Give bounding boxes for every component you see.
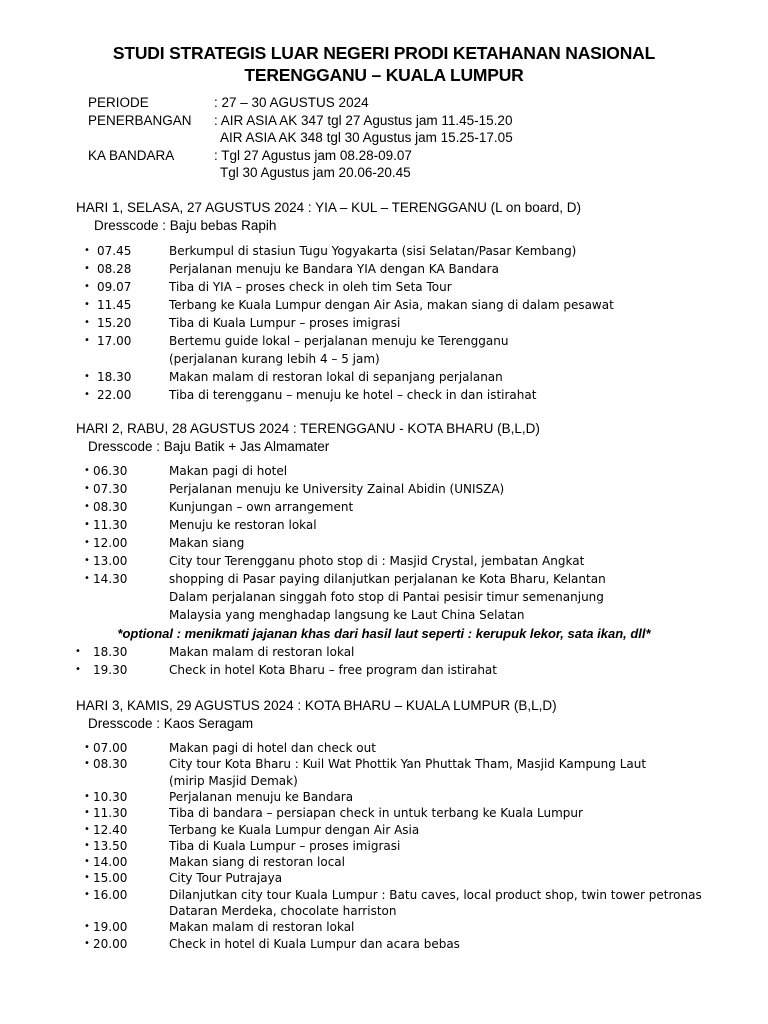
schedule-description: Makan malam di restoran lokal (169, 920, 355, 935)
title-line-1: STUDI STRATEGIS LUAR NEGERI PRODI KETAHANAN NASIONAL (112, 43, 656, 63)
schedule-description: shopping di Pasar paying dilanjutkan perjalanan ke Kota Bharu, Kelantan (169, 572, 606, 586)
schedule-time: 15.20 (97, 316, 132, 330)
schedule-description: Tiba di bandara – persiapan check in untuk terbang ke Kuala Lumpur (169, 806, 583, 821)
schedule-time: 07.30 (93, 482, 128, 496)
periode-value: : 27 – 30 AGUSTUS 2024 (214, 95, 369, 110)
schedule-item (0, 260, 768, 278)
schedule-time: 12.40 (93, 822, 128, 837)
schedule-item (0, 869, 768, 885)
document-title (0, 42, 768, 86)
schedule-item (0, 935, 768, 951)
schedule-description: Perjalanan menuju ke University Zainal Abidin (UNISZA) (169, 482, 505, 496)
day3-dresscode: Dresscode : Kaos Seragam (88, 716, 254, 731)
schedule-description: Terbang ke Kuala Lumpur dengan Air Asia (169, 822, 420, 837)
schedule-time: 09.07 (97, 280, 132, 294)
schedule-time: 07.00 (93, 741, 128, 755)
schedule-item (0, 278, 768, 296)
schedule-time: 10.30 (93, 789, 128, 804)
schedule-item (0, 332, 768, 368)
schedule-description: Kunjungan – own arrangement (169, 500, 354, 514)
schedule-time: 08.28 (97, 262, 132, 276)
bullet-icon: • (84, 519, 90, 530)
day3-heading: HARI 3, KAMIS, 29 AGUSTUS 2024 : KOTA BHARU – KUALA LUMPUR (B,L,D) (76, 698, 557, 713)
schedule-item (0, 821, 768, 837)
bullet-icon: • (84, 937, 90, 949)
schedule-description: City tour Terengganu photo stop di : Masjid Crystal, jembatan Angkat (169, 554, 585, 568)
schedule-description: Dataran Merdeka, chocolate harriston (169, 903, 397, 918)
schedule-time: 11.30 (93, 806, 128, 821)
schedule-description: Dalam perjalanan singgah foto stop di Pantai pesisir timur semenanjung (169, 590, 604, 604)
schedule-item (0, 516, 768, 534)
day2-heading: HARI 2, RABU, 28 AGUSTUS 2024 : TERENGGANU - KOTA BHARU (B,L,D) (76, 421, 540, 436)
schedule-time: 14.00 (93, 855, 128, 870)
bullet-icon: • (84, 263, 90, 274)
bullet-icon: • (84, 823, 90, 835)
day1-heading: HARI 1, SELASA, 27 AGUSTUS 2024 : YIA – KUL – TERENGGANU (L on board, D) (76, 200, 581, 215)
bullet-icon: • (84, 501, 90, 512)
schedule-item (0, 498, 768, 516)
penerbangan-value-2: AIR ASIA AK 348 tgl 30 Agustus jam 15.25-17.05 (220, 130, 513, 145)
bullet-icon: • (84, 555, 90, 566)
schedule-description: Makan siang di restoran local (169, 855, 345, 870)
schedule-time: 11.30 (93, 518, 128, 532)
schedule-item (0, 886, 768, 919)
schedule-time: 08.30 (93, 500, 128, 514)
schedule-description: Makan siang (169, 536, 245, 550)
schedule-time: 20.00 (93, 936, 128, 951)
schedule-item (0, 755, 768, 788)
bullet-icon: • (84, 299, 90, 310)
schedule-description: (mirip Masjid Demak) (169, 773, 298, 788)
bullet-icon: • (84, 537, 90, 548)
schedule-time: 13.50 (93, 838, 128, 853)
schedule-description: Makan pagi di hotel (169, 464, 288, 478)
bullet-icon: • (84, 371, 90, 382)
penerbangan-value-1: : AIR ASIA AK 347 tgl 27 Agustus jam 11.45-15.20 (214, 112, 513, 128)
schedule-description: (perjalanan kurang lebih 4 – 5 jam) (169, 352, 380, 366)
optional-note: *optional : menikmati jajanan khas dari hasil laut seperti : kerupuk lekor, sata ikan, dll* (117, 626, 651, 641)
schedule-item (0, 368, 768, 386)
bullet-icon: • (75, 664, 81, 675)
day1-dresscode: Dresscode : Baju bebas Rapih (94, 218, 277, 233)
bullet-icon: • (84, 888, 90, 900)
bullet-icon: • (84, 573, 90, 584)
bandara-label: KA BANDARA (88, 147, 175, 163)
bullet-icon: • (84, 872, 90, 884)
bullet-icon: • (84, 856, 90, 868)
schedule-time: 16.00 (93, 887, 128, 902)
schedule-description: Makan malam di restoran lokal (169, 645, 355, 659)
schedule-item (0, 853, 768, 869)
schedule-item (0, 739, 768, 755)
penerbangan-label: PENERBANGAN (88, 112, 192, 128)
schedule-time: 17.00 (97, 334, 132, 348)
schedule-time: 14.30 (93, 572, 128, 586)
bullet-icon: • (84, 245, 90, 256)
schedule-description: Makan pagi di hotel dan check out (169, 741, 376, 755)
schedule-item (0, 386, 768, 404)
schedule-item (0, 788, 768, 804)
bullet-icon: • (84, 758, 90, 770)
schedule-item (0, 552, 768, 570)
bullet-icon: • (84, 807, 90, 819)
schedule-item (0, 242, 768, 260)
schedule-description: Tiba di Kuala Lumpur – proses imigrasi (169, 838, 401, 853)
schedule-description: City tour Kota Bharu : Kuil Wat Phottik Yan Phuttak Tham, Masjid Kampung Laut (169, 757, 647, 772)
schedule-item (0, 643, 768, 661)
schedule-description: Bertemu guide lokal – perjalanan menuju ke Terengganu (169, 334, 509, 348)
schedule-time: 08.30 (93, 757, 128, 772)
schedule-description: Tiba di YIA – proses check in oleh tim Seta Tour (169, 280, 452, 294)
schedule-time: 06.30 (93, 464, 128, 478)
bullet-icon: • (84, 465, 90, 476)
bullet-icon: • (84, 389, 90, 400)
schedule-time: 12.00 (93, 536, 128, 550)
schedule-item (0, 296, 768, 314)
bandara-value-2: Tgl 30 Agustus jam 20.06-20.45 (220, 165, 411, 180)
bullet-icon: • (84, 317, 90, 328)
bullet-icon: • (84, 742, 90, 753)
schedule-time: 15.00 (93, 871, 128, 886)
bandara-value-1: : Tgl 27 Agustus jam 08.28-09.07 (214, 147, 412, 163)
schedule-time: 07.45 (97, 244, 132, 258)
schedule-time: 22.00 (97, 388, 132, 402)
schedule-time: 11.45 (97, 298, 132, 312)
schedule-description: Perjalanan menuju ke Bandara YIA dengan KA Bandara (169, 262, 499, 276)
bullet-icon: • (84, 790, 90, 802)
schedule-description: Tiba di Kuala Lumpur – proses imigrasi (169, 316, 401, 330)
bullet-icon: • (84, 281, 90, 292)
schedule-description: Check in hotel Kota Bharu – free program dan istirahat (169, 663, 497, 677)
day2-dresscode: Dresscode : Baju Batik + Jas Almamater (88, 439, 330, 454)
bullet-icon: • (84, 483, 90, 494)
schedule-description: Makan malam di restoran lokal di sepanjang perjalanan (169, 370, 503, 384)
schedule-time: 18.30 (93, 645, 128, 659)
schedule-description: Terbang ke Kuala Lumpur dengan Air Asia, makan siang di dalam pesawat (169, 298, 614, 312)
schedule-item (0, 918, 768, 934)
schedule-time: 19.00 (93, 920, 128, 935)
schedule-time: 18.30 (97, 370, 132, 384)
schedule-item (0, 661, 768, 679)
schedule-description: Tiba di terengganu – menuju ke hotel – check in dan istirahat (169, 388, 537, 402)
schedule-description: Check in hotel di Kuala Lumpur dan acara bebas (169, 936, 460, 951)
schedule-description: Perjalanan menuju ke Bandara (169, 789, 354, 804)
schedule-item (0, 804, 768, 820)
schedule-description: Menuju ke restoran lokal (169, 518, 317, 532)
trip-info (88, 94, 513, 182)
schedule-item (0, 480, 768, 498)
bullet-icon: • (75, 646, 81, 657)
schedule-description: Dilanjutkan city tour Kuala Lumpur : Batu caves, local product shop, twin tower petronas (169, 887, 702, 902)
schedule-item (0, 462, 768, 480)
schedule-item (0, 570, 768, 624)
schedule-item (0, 837, 768, 853)
schedule-description: Berkumpul di stasiun Tugu Yogyakarta (sisi Selatan/Pasar Kembang) (169, 244, 577, 258)
bullet-icon: • (84, 921, 90, 933)
schedule-item (0, 534, 768, 552)
periode-label: PERIODE (88, 95, 149, 110)
schedule-time: 19.30 (93, 663, 128, 677)
schedule-time: 13.00 (93, 554, 128, 568)
schedule-description: City Tour Putrajaya (169, 871, 283, 886)
title-line-2: TERENGGANU – KUALA LUMPUR (244, 65, 524, 85)
bullet-icon: • (84, 839, 90, 851)
schedule-item (0, 314, 768, 332)
schedule-description: Malaysia yang menghadap langsung ke Laut China Selatan (169, 608, 525, 622)
bullet-icon: • (84, 335, 90, 346)
